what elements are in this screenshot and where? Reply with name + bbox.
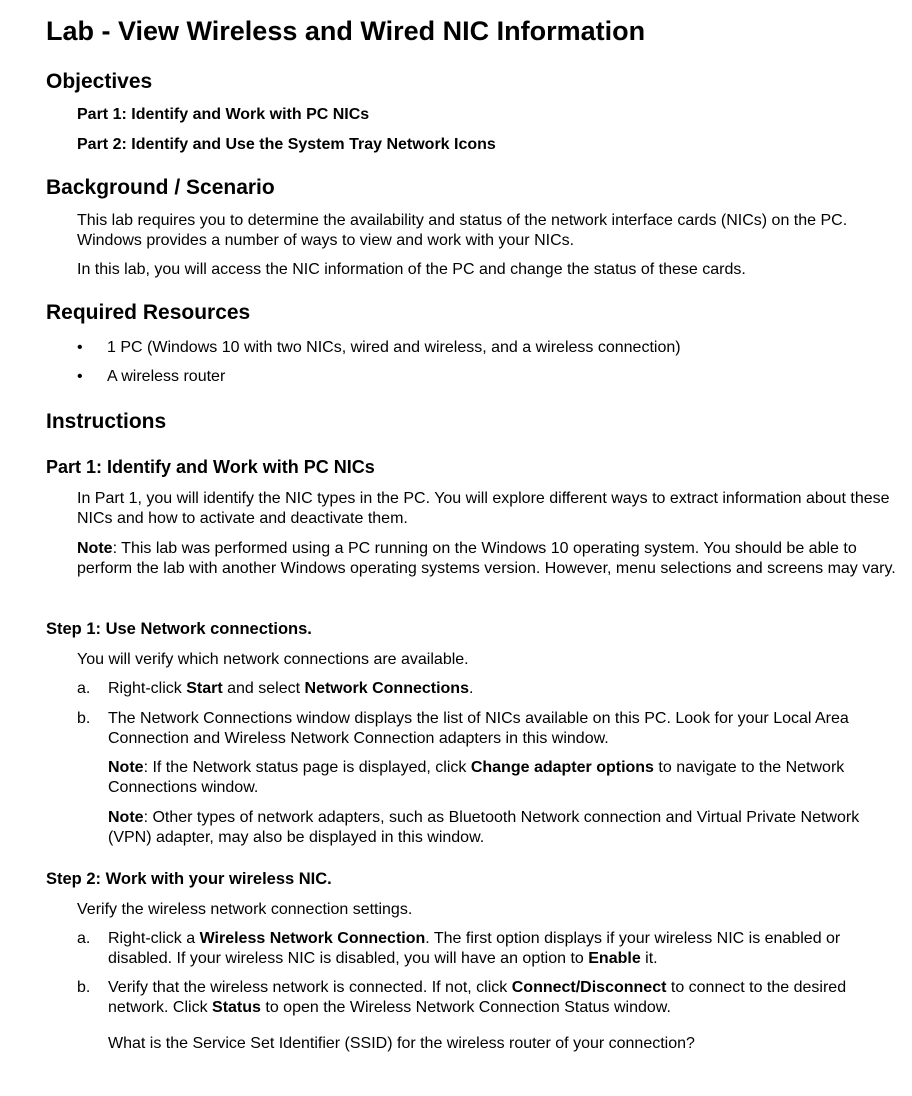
resource-item-text: 1 PC (Windows 10 with two NICs, wired and wireless, and a wireless connection) xyxy=(107,339,681,356)
background-paragraph-1: This lab requires you to determine the availability and status of the network interface cards (NICs) on the PC. Windows provides a number of ways to view and work with your NICs. xyxy=(77,212,848,249)
text-run: Right-click xyxy=(108,680,187,697)
note-label: Note xyxy=(77,540,113,557)
step-letter: b. xyxy=(77,710,91,727)
text-run: Verify that the wireless network is connected. If not, click xyxy=(108,979,512,996)
step-letter: a. xyxy=(77,680,91,697)
resources-heading: Required Resources xyxy=(46,301,251,324)
step2-intro: Verify the wireless network connection settings. xyxy=(77,901,413,918)
bold-run: Network Connections xyxy=(304,680,469,697)
step1-heading: Step 1: Use Network connections. xyxy=(46,620,312,638)
step-text: The Network Connections window displays the list of NICs available on this PC. Look for your Local Area Connection and Wireless Network Connection adapters in this window. xyxy=(108,710,849,747)
objective-part-1: Part 1: Identify and Work with PC NICs xyxy=(77,106,370,123)
text-run: to connect to the desired network. Click xyxy=(108,979,847,1016)
bullet-icon: • xyxy=(77,339,83,356)
text-run: : Other types of network adapters, such as Bluetooth Network connection and Virtual Private Network (VPN) adapter, may also be displayed in this window. xyxy=(108,809,860,846)
step1-note-2 xyxy=(108,808,903,848)
background-heading: Background / Scenario xyxy=(46,176,275,199)
step2-question: What is the Service Set Identifier (SSID) for the wireless router of your connection? xyxy=(108,1035,695,1052)
step2-heading: Step 2: Work with your wireless NIC. xyxy=(46,870,332,888)
document-title: Lab - View Wireless and Wired NIC Information xyxy=(46,16,646,46)
bold-run: Enable xyxy=(588,950,641,967)
part1-note xyxy=(77,539,903,579)
text-run: Right-click a xyxy=(108,930,200,947)
text-run: to navigate to the Network Connections window. xyxy=(108,759,845,796)
note-label: Note xyxy=(108,809,144,826)
text-run: it. xyxy=(640,950,658,967)
part1-heading: Part 1: Identify and Work with PC NICs xyxy=(46,457,375,477)
resource-item-text: A wireless router xyxy=(107,368,226,385)
bold-run: Change adapter options xyxy=(470,759,654,776)
note-label: Note xyxy=(108,759,144,776)
bold-run: Wireless Network Connection xyxy=(199,930,426,947)
background-paragraph-2: In this lab, you will access the NIC information of the PC and change the status of these cards. xyxy=(77,261,746,278)
step-text xyxy=(108,679,903,699)
step1-note-1 xyxy=(108,758,903,798)
note-text: : This lab was performed using a PC running on the Windows 10 operating system. You should be able to perform the lab with another Windows operating systems version. However, menu selections and screens may vary. xyxy=(77,540,896,577)
text-run: . xyxy=(468,680,474,697)
step1-intro: You will verify which network connections are available. xyxy=(77,651,469,668)
bold-run: Start xyxy=(186,680,223,697)
step-text xyxy=(108,929,903,969)
step-letter: a. xyxy=(77,930,91,947)
bold-run: Connect/Disconnect xyxy=(511,979,667,996)
bold-run: Status xyxy=(212,999,261,1016)
objective-part-2: Part 2: Identify and Use the System Tray Network Icons xyxy=(77,136,496,153)
step-letter: b. xyxy=(77,979,91,996)
text-run: . The first option displays if your wireless NIC is enabled or disabled. If your wireless NIC is disabled, you will have an option to xyxy=(108,930,841,967)
objectives-heading: Objectives xyxy=(46,70,153,93)
text-run: : If the Network status page is displayed, click xyxy=(143,759,471,776)
step-text xyxy=(108,978,903,1018)
part1-intro: In Part 1, you will identify the NIC types in the PC. You will explore different ways to extract information about these NICs and how to activate and deactivate them. xyxy=(77,490,890,527)
instructions-heading: Instructions xyxy=(46,410,167,433)
text-run: to open the Wireless Network Connection Status window. xyxy=(260,999,671,1016)
text-run: and select xyxy=(222,680,305,697)
bullet-icon: • xyxy=(77,368,83,385)
